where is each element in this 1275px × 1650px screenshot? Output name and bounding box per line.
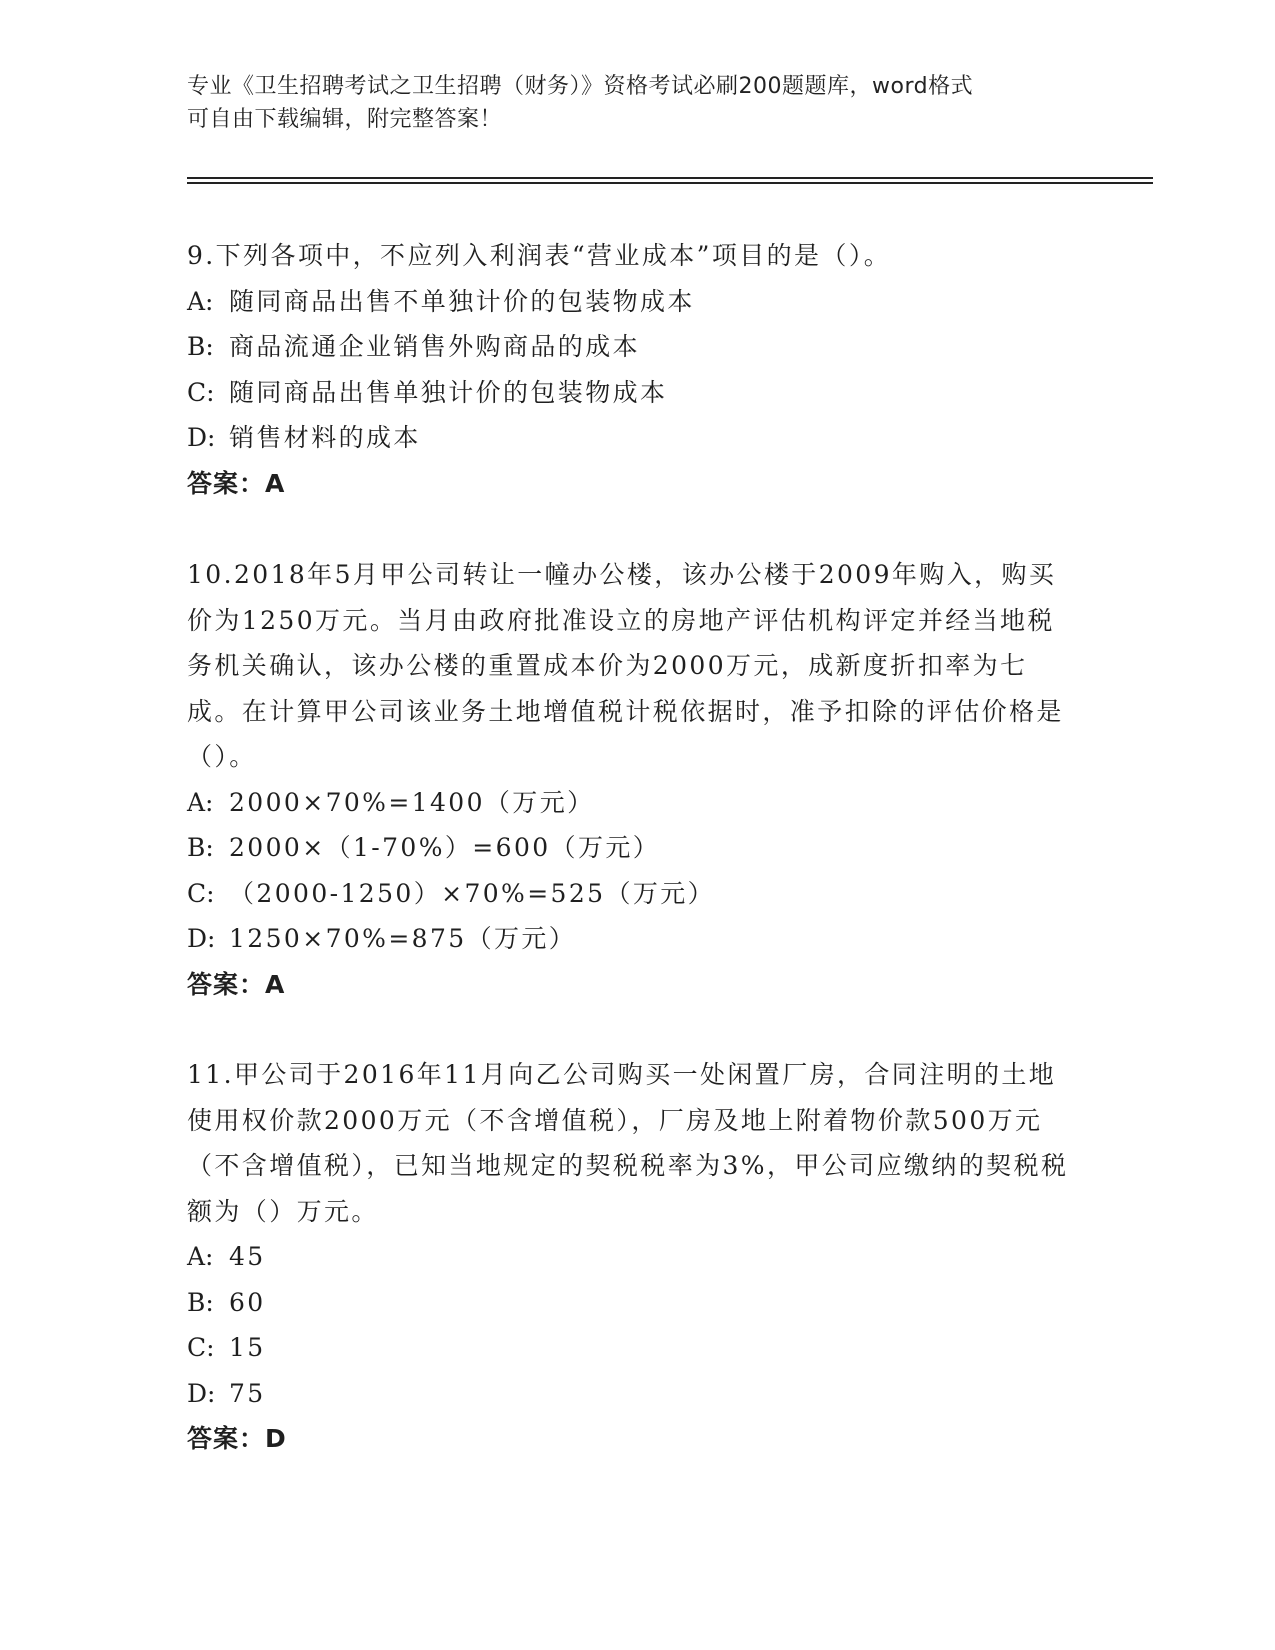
header-divider-bottom [187,182,1153,184]
option-label: D: [187,423,216,452]
option-c [187,1325,1077,1371]
option-text: 2000×（1-70%）=600（万元） [229,833,661,862]
option-label: C: [187,377,215,407]
option-label: A: [187,787,214,817]
option-label: D: [187,1378,216,1408]
question-text: 9.下列各项中，不应列入利润表“营业成本”项目的是（）。 [187,241,892,270]
header-divider-top [187,177,1153,179]
option-text: 随同商品出售单独计价的包装物成本 [229,377,668,407]
option-label: B: [187,833,214,862]
option-label: C: [187,1333,215,1362]
option-b [187,1280,1077,1326]
option-a [187,279,1077,325]
header-line-2: 可自由下载编辑，附完整答案！ [187,107,503,132]
question-text: 11.甲公司于2016年11月向乙公司购买一处闲置厂房，合同注明的土地使用权价款2000万元（不含增值税），厂房及地上附着物价款500万元（不含增值税），已知当地规定的契税税率为3%，甲公司应缴纳的契税税额为（）万元。 [187,1060,1069,1226]
option-d [187,916,1077,962]
option-d [187,1371,1077,1417]
answer: 答案：A [187,468,286,498]
option-text: 1250×70%=875（万元） [229,924,577,953]
option-text: 2000×70%=1400（万元） [229,787,595,817]
option-text: 商品流通企业销售外购商品的成本 [229,332,641,361]
answer: 答案：A [187,969,286,999]
option-label: B: [187,332,214,361]
option-c [187,871,1077,917]
question-11 [187,1052,1077,1462]
option-label: A: [187,286,214,316]
option-text: 销售材料的成本 [229,423,421,452]
option-label: B: [187,1287,214,1317]
option-text: 随同商品出售不单独计价的包装物成本 [229,286,695,316]
option-text: （2000-1250）×70%=525（万元） [229,878,716,908]
option-text: 15 [229,1333,266,1362]
option-text: 75 [229,1378,266,1408]
option-d [187,415,1077,461]
answer: 答案：D [187,1424,287,1453]
question-text: 10.2018年5月甲公司转让一幢办公楼，该办公楼于2009年购入，购买价为1250万元。当月由政府批准设立的房地产评估机构评定并经当地税务机关确认，该办公楼的重置成本价为2000万元，成新度折扣率为七成。在计算甲公司该业务土地增值税计税依据时，准予扣除的评估价格是（）。 [187,560,1064,771]
option-label: A: [187,1242,214,1271]
option-b [187,324,1077,370]
header-line-1: 专业《卫生招聘考试之卫生招聘（财务）》资格考试必刷200题题库，word格式 [187,74,974,99]
option-text: 60 [229,1287,266,1317]
option-c [187,370,1077,416]
option-label: D: [187,924,216,953]
question-9 [187,233,1077,506]
option-text: 45 [229,1242,266,1271]
option-b [187,825,1077,871]
question-10 [187,552,1077,1007]
document-header [187,70,1067,136]
option-label: C: [187,878,215,908]
option-a [187,1234,1077,1280]
option-a [187,780,1077,826]
